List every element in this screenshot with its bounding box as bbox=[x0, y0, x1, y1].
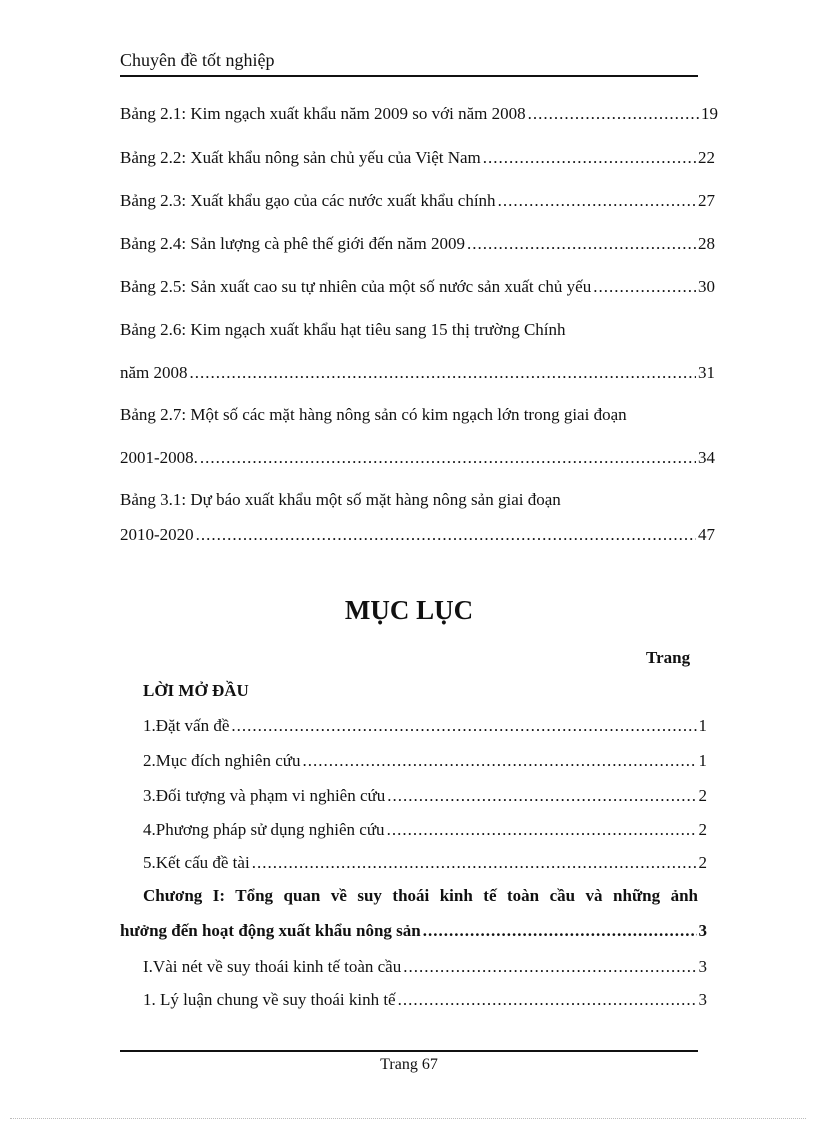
dot-leader bbox=[387, 820, 697, 840]
page-edge-divider bbox=[10, 1118, 806, 1119]
dot-leader bbox=[231, 716, 696, 736]
dot-leader bbox=[190, 363, 696, 383]
dot-leader bbox=[403, 957, 696, 977]
toc-item-muc-dich[interactable] bbox=[143, 751, 707, 771]
entry-page: 2 bbox=[698, 820, 707, 839]
toc-chapter1[interactable] bbox=[120, 921, 707, 941]
toc-chapter1-line1[interactable]: Chương I: Tổng quan về suy thoái kinh tế toàn cầu và những ảnh bbox=[143, 886, 698, 905]
table-entry-2-5[interactable] bbox=[120, 277, 715, 297]
table-entry-2-7[interactable] bbox=[120, 448, 715, 468]
entry-page: 3 bbox=[698, 990, 707, 1009]
entry-page: 30 bbox=[698, 277, 715, 296]
entry-page: 3 bbox=[698, 921, 707, 940]
entry-label: Bảng 2.4: Sản lượng cà phê thế giới đến năm 2009 bbox=[120, 234, 465, 253]
footer-divider bbox=[120, 1050, 698, 1052]
dot-leader bbox=[528, 104, 699, 124]
entry-label: 2.Mục đích nghiên cứu bbox=[143, 751, 301, 770]
entry-label: Bảng 2.2: Xuất khẩu nông sản chủ yếu của Việt Nam bbox=[120, 148, 481, 167]
entry-label: I.Vài nét về suy thoái kinh tế toàn cầu bbox=[143, 957, 402, 976]
toc-subsection-1[interactable] bbox=[143, 990, 707, 1010]
entry-page: 34 bbox=[698, 448, 715, 467]
toc-item-ket-cau[interactable] bbox=[143, 853, 707, 873]
toc-page-header: Trang bbox=[646, 648, 691, 667]
entry-label: năm 2008 bbox=[120, 363, 188, 382]
table-entry-2-4[interactable] bbox=[120, 234, 715, 254]
dot-leader bbox=[398, 990, 697, 1010]
dot-leader bbox=[423, 921, 697, 941]
entry-label: Bảng 2.3: Xuất khẩu gạo của các nước xuất khẩu chính bbox=[120, 191, 496, 210]
entry-page: 31 bbox=[698, 363, 715, 382]
table-entry-2-6-line1: Bảng 2.6: Kim ngạch xuất khẩu hạt tiêu sang 15 thị trường Chính bbox=[120, 320, 566, 339]
table-entry-2-3[interactable] bbox=[120, 191, 715, 211]
table-entry-2-7-line1: Bảng 2.7: Một số các mặt hàng nông sản có kim ngạch lớn trong giai đoạn bbox=[120, 405, 627, 424]
dot-leader bbox=[483, 148, 696, 168]
entry-page: 2 bbox=[698, 853, 707, 872]
footer-page-number: Trang 67 bbox=[380, 1056, 438, 1073]
table-entry-2-6[interactable] bbox=[120, 363, 715, 383]
dot-leader bbox=[593, 277, 696, 297]
entry-page: 19 bbox=[701, 104, 718, 123]
table-entry-3-1[interactable] bbox=[120, 525, 715, 545]
dot-leader bbox=[302, 751, 696, 771]
entry-label: hưởng đến hoạt động xuất khẩu nông sản bbox=[120, 921, 421, 940]
entry-page: 1 bbox=[698, 716, 707, 735]
page-header bbox=[120, 50, 698, 77]
table-entry-3-1-line1: Bảng 3.1: Dự báo xuất khẩu một số mặt hàng nông sản giai đoạn bbox=[120, 490, 561, 509]
dot-leader bbox=[498, 191, 696, 211]
page-footer bbox=[120, 1056, 698, 1074]
dot-leader bbox=[252, 853, 697, 873]
entry-label: 4.Phương pháp sử dụng nghiên cứu bbox=[143, 820, 385, 839]
toc-item-doi-tuong[interactable] bbox=[143, 786, 707, 806]
toc-title: MỤC LỤC bbox=[344, 595, 474, 625]
entry-page: 22 bbox=[698, 148, 715, 167]
entry-page: 28 bbox=[698, 234, 715, 253]
entry-label: 5.Kết cấu đề tài bbox=[143, 853, 250, 872]
entry-label: 1. Lý luận chung về suy thoái kinh tế bbox=[143, 990, 396, 1009]
entry-label: 1.Đặt vấn đề bbox=[143, 716, 230, 735]
toc-section-1[interactable] bbox=[143, 957, 707, 977]
dot-leader bbox=[387, 786, 696, 806]
dot-leader bbox=[467, 234, 696, 254]
dot-leader bbox=[196, 525, 696, 545]
toc-item-dat-van-de[interactable] bbox=[143, 716, 707, 736]
entry-label: 2001-2008. bbox=[120, 448, 198, 467]
table-entry-2-2[interactable] bbox=[120, 148, 715, 168]
entry-page: 1 bbox=[698, 751, 707, 770]
toc-item-phuong-phap[interactable] bbox=[143, 820, 707, 840]
entry-label: Bảng 2.5: Sản xuất cao su tự nhiên của một số nước sản xuất chủ yếu bbox=[120, 277, 592, 296]
toc-intro-heading[interactable]: LỜI MỞ ĐẦU bbox=[143, 681, 249, 700]
dot-leader bbox=[200, 448, 696, 468]
entry-page: 2 bbox=[698, 786, 707, 805]
entry-label: 2010-2020 bbox=[120, 525, 194, 544]
entry-label: Bảng 2.1: Kim ngạch xuất khẩu năm 2009 so với năm 2008 bbox=[120, 104, 526, 123]
entry-page: 27 bbox=[698, 191, 715, 210]
entry-page: 3 bbox=[698, 957, 707, 976]
header-title: Chuyên đề tốt nghiệp bbox=[120, 50, 275, 70]
entry-page: 47 bbox=[698, 525, 715, 544]
entry-label: 3.Đối tượng và phạm vi nghiên cứu bbox=[143, 786, 386, 805]
table-entry-2-1[interactable] bbox=[120, 104, 718, 124]
